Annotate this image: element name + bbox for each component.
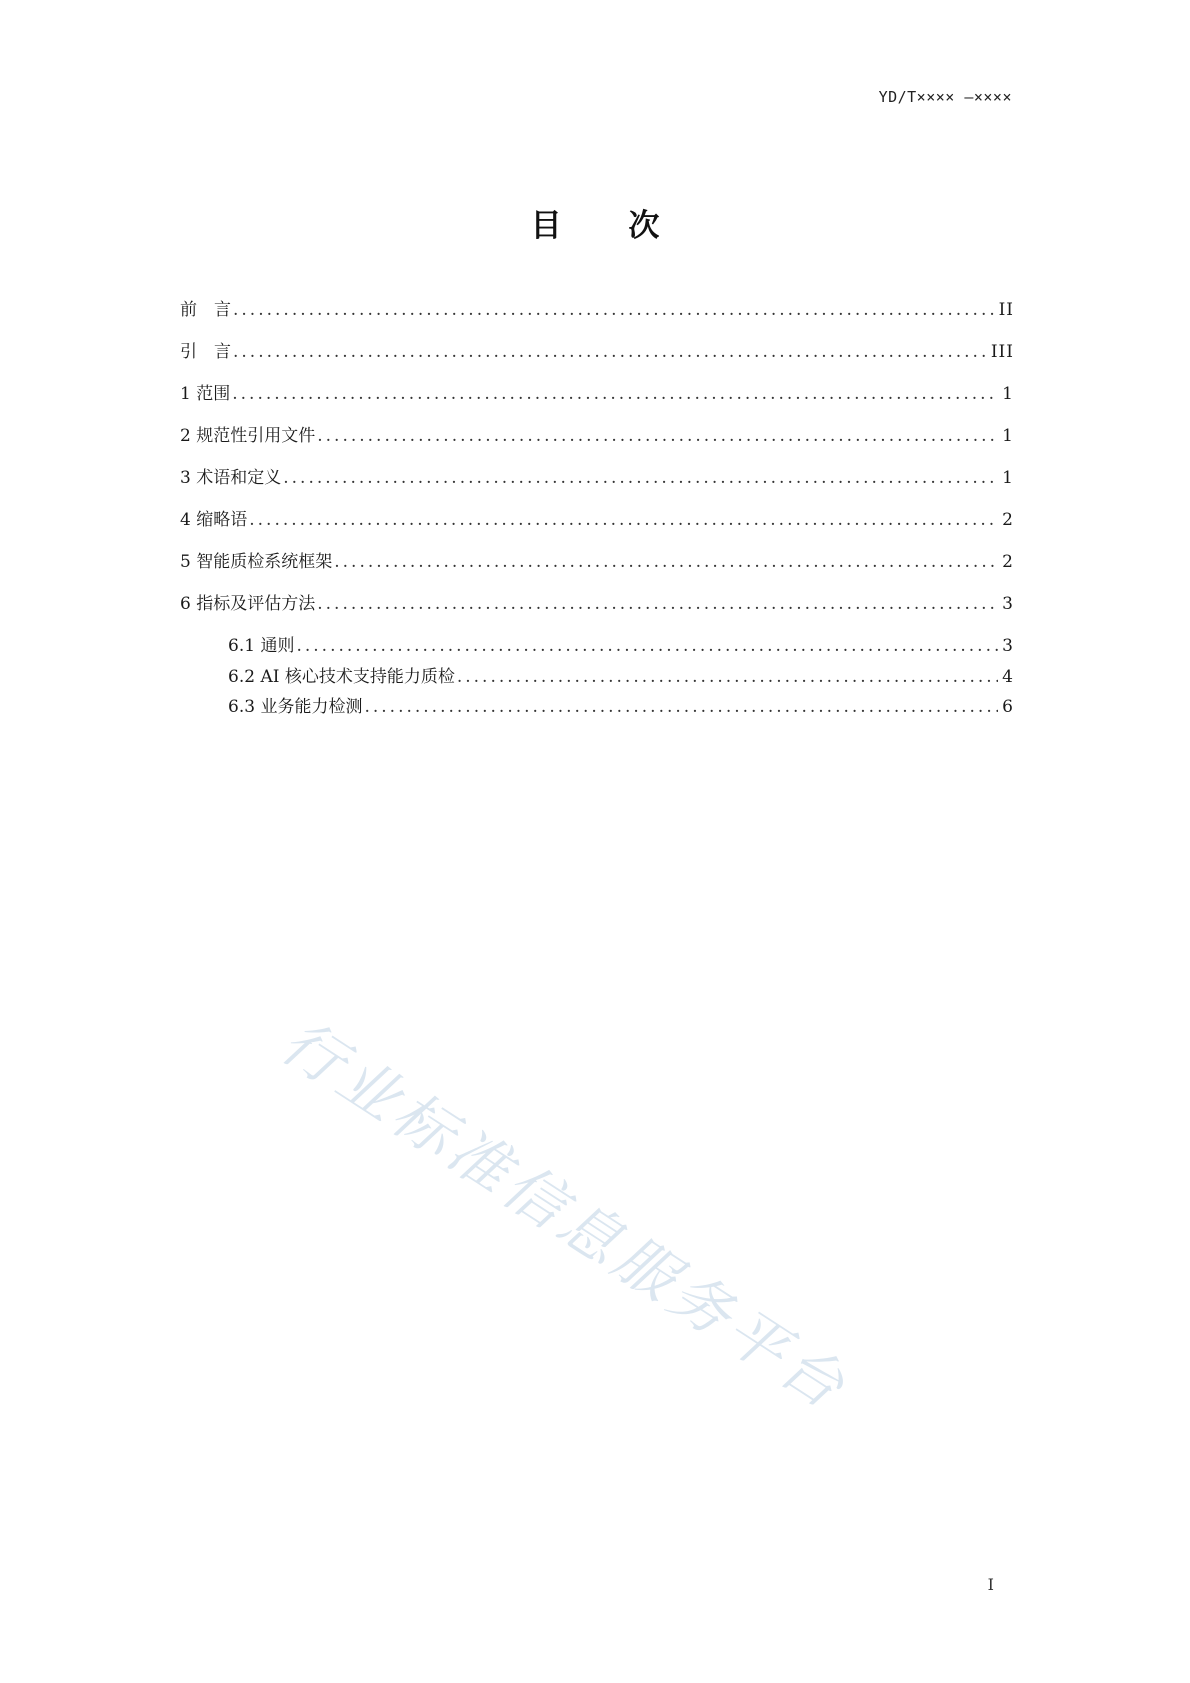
toc-entry-indicators-methods[interactable]: [180, 591, 1014, 617]
dot-leader: [249, 507, 998, 533]
toc-entry-label: 前 言: [180, 300, 231, 320]
dot-leader: [233, 297, 995, 323]
toc-entry-page: 2: [1002, 510, 1014, 530]
toc-entry-page: III: [990, 342, 1014, 362]
watermark-text: 行业标准信息服务平台: [268, 1006, 861, 1426]
toc-subentry-business-capability[interactable]: [228, 694, 1014, 720]
toc-entry-normative-references[interactable]: [180, 423, 1014, 449]
dot-leader: [457, 664, 998, 690]
toc-entry-system-framework[interactable]: [180, 549, 1014, 575]
toc-entry-page: 1: [1002, 426, 1014, 446]
toc-entry-label: 6.2 AI 核心技术支持能力质检: [228, 667, 455, 687]
toc-entry-label: 6 指标及评估方法: [180, 594, 316, 614]
document-code-header: YD/T×××× —××××: [878, 88, 1012, 106]
dot-leader: [232, 381, 998, 407]
toc-entry-scope[interactable]: [180, 381, 1014, 407]
toc-entry-abbreviations[interactable]: [180, 507, 1014, 533]
toc-entry-page: 1: [1002, 384, 1014, 404]
toc-entry-terms-definitions[interactable]: [180, 465, 1014, 491]
dot-leader: [283, 465, 998, 491]
toc-entry-label: 4 缩略语: [180, 510, 248, 530]
toc-title: 目 次: [530, 208, 688, 244]
toc-entry-page: 6: [1002, 697, 1014, 717]
toc-entry-page: 1: [1002, 468, 1014, 488]
toc-entry-introduction[interactable]: [180, 339, 1014, 365]
toc-entry-page: 4: [1002, 667, 1014, 687]
toc-subentry-general[interactable]: [228, 633, 1014, 659]
dot-leader: [334, 549, 998, 575]
toc-entry-label: 3 术语和定义: [180, 468, 282, 488]
toc-entry-label: 1 范围: [180, 384, 231, 404]
toc-subentry-ai-core-tech[interactable]: [228, 664, 1014, 690]
toc-entry-page: 3: [1002, 594, 1014, 614]
toc-entry-page: 3: [1002, 636, 1014, 656]
dot-leader: [364, 694, 998, 720]
toc-entry-label: 6.3 业务能力检测: [228, 697, 363, 717]
dot-leader: [296, 633, 998, 659]
toc-entry-label: 引 言: [180, 342, 231, 362]
toc-entry-page: II: [998, 300, 1014, 320]
dot-leader: [317, 423, 998, 449]
page-number: I: [987, 1575, 994, 1594]
toc-entry-page: 2: [1002, 552, 1014, 572]
dot-leader: [317, 591, 998, 617]
toc-entry-foreword[interactable]: [180, 297, 1014, 323]
toc-entry-label: 5 智能质检系统框架: [180, 552, 333, 572]
toc-entry-label: 6.1 通则: [228, 636, 295, 656]
toc-entry-label: 2 规范性引用文件: [180, 426, 316, 446]
dot-leader: [233, 339, 987, 365]
